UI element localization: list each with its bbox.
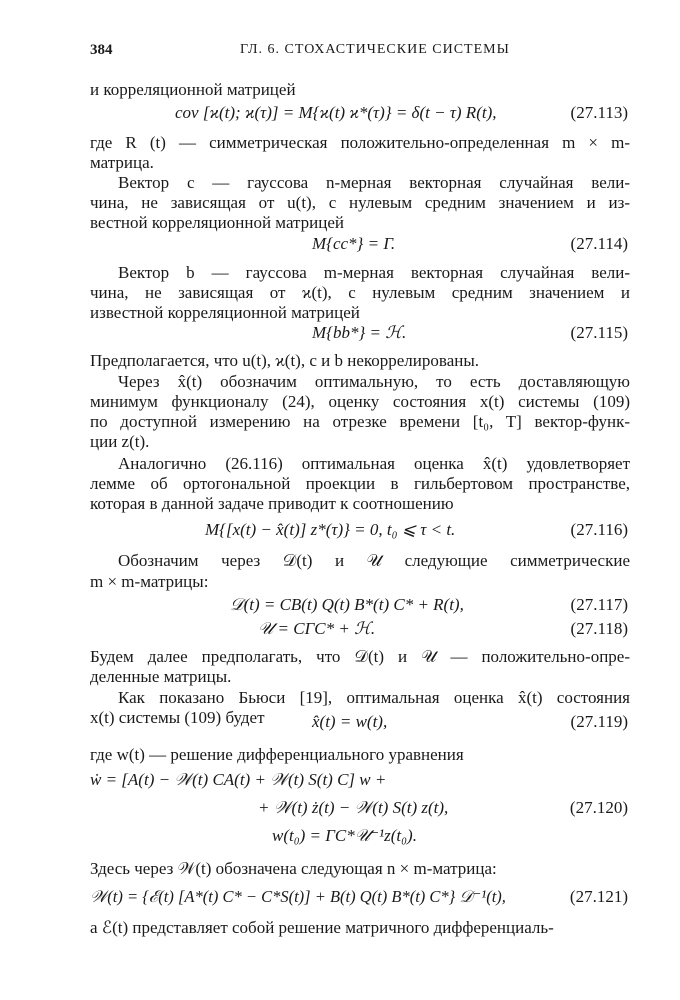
text-line: лемме об ортогональной проекции в гильбертовом пространстве, — [90, 474, 630, 493]
text-line: ции z(t). — [90, 432, 150, 451]
equation-number: (27.120) — [569, 798, 628, 817]
text-line: по доступной измерению на отрезке времени [t₀, T] вектор-функ- — [90, 412, 630, 431]
equation-number: (27.115) — [570, 323, 628, 342]
text-line: чина, не зависящая от u(t), с нулевым средним значением и из- — [90, 193, 630, 212]
equation: ẇ = [A(t) − 𝒲(t) CA(t) + 𝒲(t) S(t) C] w + — [90, 770, 387, 789]
text-line: которая в данной задаче приводит к соотношению — [90, 494, 454, 513]
text-line: а ℰ(t) представляет собой решение матричного дифференциаль- — [90, 918, 554, 937]
equation-number: (27.119) — [570, 712, 628, 731]
text-line: Здесь через 𝒲(t) обозначена следующая n × m-матрица: — [90, 859, 497, 878]
text-line: m × m-матрицы: — [90, 572, 209, 591]
text-line: минимум функционалу (24), оценку состояния x(t) системы (109) — [90, 392, 630, 411]
text-line: и корреляционной матрицей — [90, 80, 296, 99]
equation-number: (27.117) — [570, 595, 628, 614]
text-line: матрица. — [90, 153, 154, 172]
text-line: x(t) системы (109) будет — [90, 708, 265, 727]
equation: M{bb*} = ℋ. — [312, 323, 407, 342]
text-line: известной корреляционной матрицей — [90, 303, 360, 322]
equation-number: (27.114) — [570, 234, 628, 253]
text-line: где w(t) — решение дифференциального уравнения — [90, 745, 464, 764]
text-line: Вектор b — гауссова m-мерная векторная случайная вели- — [118, 263, 630, 282]
text-line: Вектор c — гауссова n-мерная векторная случайная вели- — [118, 173, 630, 192]
text-line: Через x̂(t) обозначим оптимальную, то есть доставляющую — [118, 372, 630, 391]
equation: cov [ϰ(t); ϰ(τ)] = M{ϰ(t) ϰ*(τ)} = δ(t − τ) R(t), — [175, 103, 497, 122]
equation: M{cc*} = Γ. — [312, 234, 396, 253]
text-line: Будем далее предполагать, что 𝒟(t) и 𝒰 — положительно-опре- — [90, 647, 630, 666]
equation-number: (27.116) — [570, 520, 628, 539]
equation-number: (27.121) — [569, 887, 628, 906]
page-number: 384 — [90, 42, 113, 58]
equation: x̂(t) = w(t), — [312, 712, 388, 731]
page-header — [90, 42, 630, 62]
text-line: Предполагается, что u(t), ϰ(t), c и b некоррелированы. — [90, 351, 480, 370]
text-line: чина, не зависящая от ϰ(t), с нулевым средним значением и — [90, 283, 630, 302]
equation: 𝒟(t) = CB(t) Q(t) B*(t) C* + R(t), — [230, 595, 464, 614]
text-line: вестной корреляционной матрицей — [90, 213, 345, 232]
equation: 𝒰 = CΓC* + ℋ. — [258, 619, 376, 638]
equation: w(t₀) = ΓC*𝒰⁻¹z(t₀). — [272, 826, 417, 845]
text-line: где R (t) — симметрическая положительно-определенная m × m- — [90, 133, 630, 152]
equation-number: (27.118) — [570, 619, 628, 638]
equation: 𝒲(t) = {ℰ(t) [A*(t) C* − C*S(t)] + B(t) Q(t) B*(t) C*} 𝒟⁻¹(t), — [90, 887, 506, 906]
text-line: Как показано Бьюси [19], оптимальная оценка x̂(t) состояния — [118, 688, 630, 707]
running-title: ГЛ. 6. СТОХАСТИЧЕСКИЕ СИСТЕМЫ — [240, 42, 510, 57]
equation: M{[x(t) − x̂(t)] z*(τ)} = 0, t₀ ⩽ τ < t. — [205, 520, 456, 539]
text-line: Аналогично (26.116) оптимальная оценка x̂(t) удовлетворяет — [118, 454, 630, 473]
text-line: деленные матрицы. — [90, 667, 232, 686]
equation-number: (27.113) — [570, 103, 628, 122]
equation: + 𝒲(t) ż(t) − 𝒲(t) S(t) z(t), — [258, 798, 449, 817]
text-line: Обозначим через 𝒟(t) и 𝒰 следующие симметрические — [118, 551, 630, 570]
